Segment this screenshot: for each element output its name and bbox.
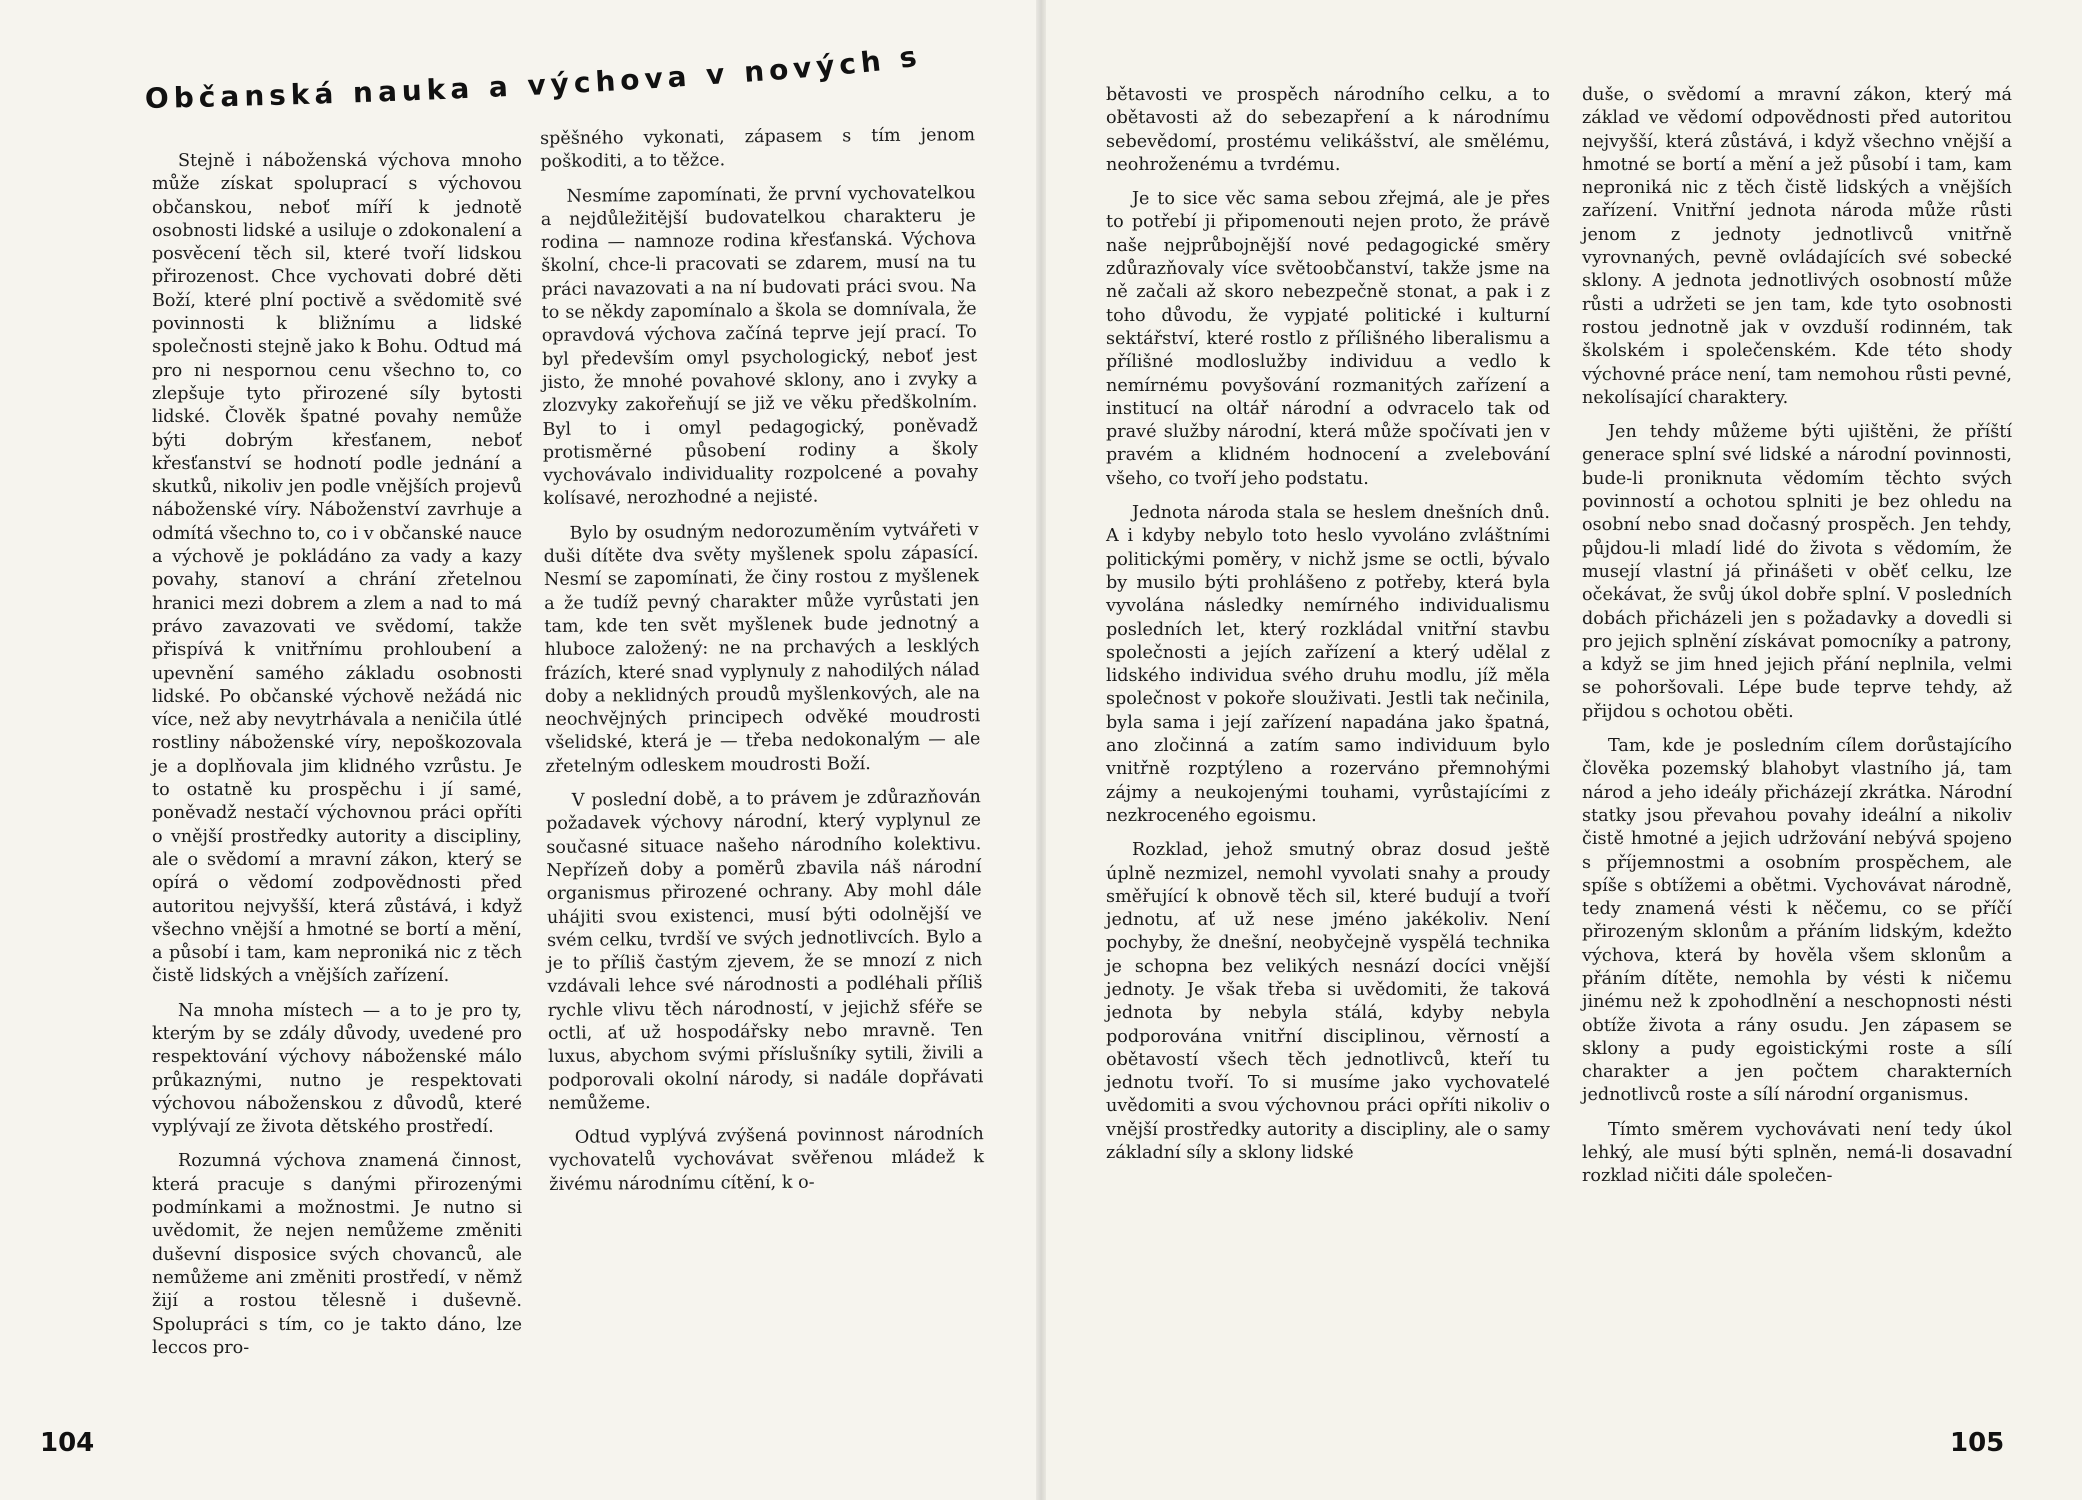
left-column-2 [540,124,984,1208]
page-number-right: 105 [1950,1428,2005,1458]
right-page [1041,0,2082,1500]
paragraph: Jen tehdy můžeme býti ujištěni, že příští generace splní své lidské a národní povinnosti, bude-li proniknuta vědomím těchto svých povinností a ochotou splniti je bez ohledu na osobní nebo snad dočasný prospěch. Jen tehdy, půjdou-li mladí lidé do života s vědomím, že musejí vlastní já přinášeti v oběť celku, lze očekávat, že svůj úkol dobře splní. V posledních dobách přicházeli jen s požadavky a dovedli si pro jejich splnění získávat pomocníky a patrony, a když se jim hned jejich přání neplnila, velmi se pohoršovali. Lépe bude teprve tehdy, až přijdou s ochotou oběti. [1582,422,2012,722]
paragraph: Rozumná výchova znamená činnost, která pracuje s danými přirozenými podmínkami a možnostmi. Je nutno si uvědomit, že nejen nemůžeme změniti duševní disposice svých chovanců, ale nemůžeme ani změniti prostředí, v němž žijí a rostou tělesně i duševně. Spolupráci s tím, co je takto dáno, lze leccos pro- [152,1151,522,1358]
paragraph: Stejně i náboženská výchova mnoho může získat spoluprací s výchovou občanskou, neboť míří k jednotě osobnosti lidské a usiluje o zdokonalení a posvěcení těch sil, které tvoří lidskou přirozenost. Chce vychovati dobré děti Boží, které plní poctivě a svědomitě své povinnosti k bližnímu a lidské společnosti stejně jako k Bohu. Odtud má pro ni nespornou cenu všechno to, co zlepšuje tyto přirozené síly bytosti lidské. Člověk špatné povahy nemůže býti dobrým křesťanem, neboť křesťanství se hodnotí podle jednání a skutků, nikoliv jen podle vnějších projevů náboženské víry. Náboženství zavrhuje a odmítá všechno to, co i v občanské nauce a výchově je pokládáno za vady a kazy povahy, stanoví a chrání zřetelnou hranici mezi dobrem a zlem a nad to má právo zavazovati ve svědomí, takže přispívá k vnitřnímu prohloubení a upevnění samého základu osobnosti lidské. Po občanské výchově nežádá nic více, než aby nevytrhávala a neničila útlé rostliny náboženské víry, nepoškozovala je a doplňovala jim klidného vzrůstu. Je to ostatně ku prospěchu i jí samé, poněvadž nestačí výchovnou práci opříti o vnější prostředky autority a discipliny, ale o svědomí a mravní zákon, který se opírá o vědomí zodpovědnosti před autoritou nejvyšší, která zůstává, i když všechno vnější a hmotné se bortí a mění, a působí i tam, kam neproniká nic z těch čistě lidských a vnějších zařízení. [152,151,522,987]
article-title-text: Občanská nauka a výchova v nových směrech [127,30,924,116]
paragraph: V poslední době, a to právem je zdůrazňován požadavek výchovy národní, který vyplynul ze současné situace našeho národního kolektivu. Nepřízeň doby a poměrů zbavila náš národní organismus přirozené ochrany. Aby mohl dále uhájiti svou existenci, musí býti odolnější ve svém celku, tvrdší ve svých jednotlivcích. Bylo a je to příliš častým zjevem, že se mnozí z nich vzdávali lehce své národnosti a podléhali příliš rychle vlivu těch národností, v jejichž sféře se octli, ať už hospodářsky nebo mravně. Ten luxus, abychom svými příslušníky sytili, živili a podporovali okolní národy, si nadále dopřávati nemůžeme. [545,787,984,1114]
paragraph: spěšného vykonati, zápasem s tím jenom poškoditi, a to těžce. [540,125,976,173]
paragraph: Na mnoha místech — a to je pro ty, kterým by se zdály důvody, uvedené pro respektování výchovy náboženské málo průkaznými, nutno je respektovati výchovou náboženskou z důvodů, které vyplývají ze života dětského prostředí. [152,1000,522,1138]
left-column-1 [152,150,522,1371]
paragraph: Nesmíme zapomínati, že první vychovatelkou a nejdůležitější budovatelkou charakteru je rodina — namnoze rodina křesťanská. Výchova školní, chce-li pracovati se zdarem, musí na tu práci navazovati a na ní budovati práci svou. Na to se někdy zapomínalo a škola se domnívala, že opravdová výchova začíná teprve její prací. To byl především omyl psychologický, neboť jest jisto, že mnohé povahové sklony, ano i zvyky a zlozvyky zakořeňují se již ve věku předškolním. Byl to i omyl pedagogický, poněvadž protisměrné působení rodiny a školy vychovávalo individuality rozpolcené a povahy kolísavé, nerozhodné a nejisté. [540,182,979,510]
paragraph: Tam, kde je posledním cílem dorůstajícího člověka pozemský blahobyt vlastního já, tam národ a jeho ideály přicházejí zkrátka. Národní statky jsou převahou povahy ideální a nikoliv čistě hmotné a jejich udržování nebývá spojeno s příjemnostmi a osobním prospěchem, ale spíše s obtížemi a obětmi. Vychovávat národně, tedy znamená vésti k něčemu, co se příčí přirozeným sklonům a přáním lidským, kdežto výchova, která by hověla všem sklonům a přáním dítěte, nemohla by vésti k ničemu jinému než k zpohodlnění a neschopnosti nésti obtíže života a rány osudu. Jen zápasem se sklony a pudy egoistickými roste a sílí charakter a jen počtem charakterních jednotlivců roste a sílí národní organismus. [1582,736,2012,1106]
paragraph: bětavosti ve prospěch národního celku, a to obětavosti až do sebezapření a k národnímu sebevědomí, prostému velikášství, ale smělému, neohroženému a tvrdému. [1106,85,1550,175]
article-title-graphic [127,30,925,126]
book-gutter [1036,0,1046,1500]
paragraph: Jednota národa stala se heslem dnešních dnů. A i kdyby nebylo toto heslo vyvoláno zvláštními politickými poměry, v nichž jsme se octli, bývalo by musilo býti prohlášeno z potřeby, která byla vyvolána následky nemírného individualismu posledních let, který rozkládal vnitřní stavbu společnosti a jejích zařízení a který udělal z lidského individua svého druhu modlu, jíž měla společnost v pokoře slouživati. Jestli tak nečinila, byla sama i její zařízení napadána jako špatná, ano zločinná a zatím samo individuum bylo vnitřně rozptýleno a rozerváno přemnohými zájmy a neukojenými touhami, vyrůstajícími z nezkroceného egoismu. [1106,503,1550,826]
article-title [127,30,925,126]
right-column-1 [1106,84,1550,1176]
paragraph: Bylo by osudným nedorozuměním vytvářeti v duši dítěte dva světy myšlenek spolu zápasící. Nesmí se zapomínati, že činy rostou z myšlenek a že tudíž pevný charakter může vyrůstati jen tam, kde ten svět myšlenek bude jednotný a hluboce založený: ne na prchavých a lesklých frázích, které snad vyplynuly z nahodilých nálad doby a neklidných proudů myšlenkových, ale na neochvějných principech odvěké moudrosti všelidské, která je — třeba nedokonalým — ale zřetelným odleskem moudrosti Boží. [543,519,981,777]
paragraph: Rozklad, jehož smutný obraz dosud ještě úplně nezmizel, nemohl vyvolati snahy a proudy směřující k obnově těch sil, které budují a tvoří jednotu, ať už nese jméno jakékoliv. Není pochyby, že dnešní, neobyčejně vyspělá technika je schopna bez velikých nesnází docíci vnější jednoty. Je však třeba si uvědomiti, že taková jednota by nebyla stálá, kdyby nebyla podporována vnitřní disciplinou, věrností a obětavostí všech těch jednotlivců, kteří tu jednotu tvoří. To si musíme jako vychovatelé uvědomiti a svou výchovnou práci opříti nikoliv o vnější prostředky autority a discipliny, ale o samy základní síly a sklony lidské [1106,840,1550,1164]
paragraph: Je to sice věc sama sebou zřejmá, ale je přes to potřebí ji připomenouti nejen proto, že právě naše nejprůbojnější nové pedagogické směry zdůrazňovaly více světoobčanství, takže jsme na ně začali až skoro nebezpečně stonat, a pak i z toho důvodu, že vypjaté politické i kulturní sektářství, které rostlo z přílišného liberalismu a přílišné modloslužby individuu a vedlo k nemírnému povyšování rozmanitých zařízení a institucí na oltář národní a odvracelo tak od pravé služby národní, která může spočívati jen v pravém a klidném hodnocení a zvelebování všeho, co tvoří jeho podstatu. [1106,189,1550,489]
page-number-left: 104 [40,1428,95,1458]
paragraph: Odtud vyplývá zvýšená povinnost národních vychovatelů vychovávat svěřenou mládež k živému národnímu cítění, k o- [548,1124,985,1195]
paragraph: duše, o svědomí a mravní zákon, který má základ ve vědomí odpovědnosti před autoritou nejvyšší, která zůstává, i když všechno vnější a hmotné se bortí a mění a jež působí i tam, kam neproniká nic z těch čistě lidských a vnějších zařízení. Vnitřní jednota národa může růsti jenom z jednoty jednotlivců vnitřně vyrovnaných, pevně ovládajících své sobecké sklony. A jednota jednotlivých osobností může růsti a udržeti se jen tam, kde tyto osobnosti rostou jednotně jak v ovzduší rodinném, tak školském i společenském. Kde této shody výchovné práce není, tam nemohou růsti pevné, nekolísající charaktery. [1582,85,2012,408]
right-column-2 [1582,84,2012,1200]
paragraph: Tímto směrem vychovávati není tedy úkol lehký, ale musí býti splněn, nemá-li dosavadní rozklad ničiti dále společen- [1582,1119,2012,1187]
